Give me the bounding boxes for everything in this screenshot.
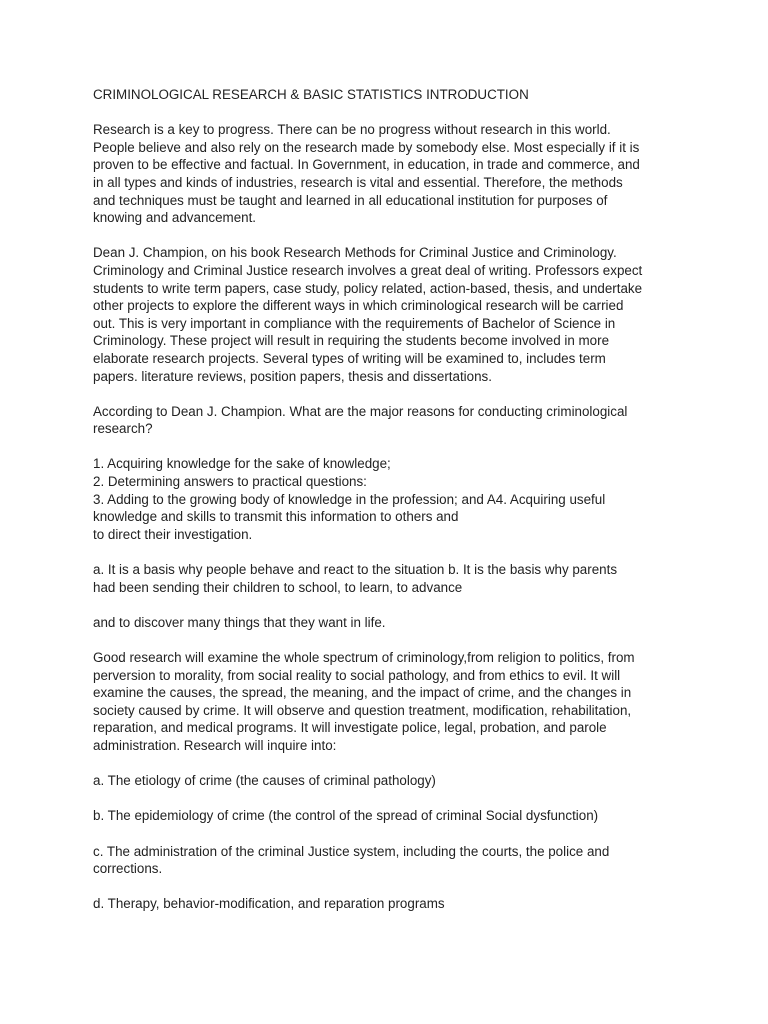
text-line: and techniques must be taught and learned in all educational institution for purposes of — [93, 192, 608, 208]
text-line: perversion to morality, from social reality to social pathology, and from ethics to evil. It will — [93, 667, 621, 683]
text-line: Dean J. Champion, on his book Research Methods for Criminal Justice and Criminology. — [93, 245, 617, 261]
list-item: b. The epidemiology of crime (the control of the spread of criminal Social dysfunction) — [93, 808, 599, 824]
text-line: reparation, and medical programs. It will investigate police, legal, probation, and parole — [93, 720, 607, 736]
text-line: had been sending their children to school, to learn, to advance — [93, 579, 463, 595]
text-line: and to discover many things that they want in life. — [93, 614, 386, 630]
text-line: society caused by crime. It will observe and question treatment, modification, rehabilitation, — [93, 702, 632, 718]
list-item: knowledge and skills to transmit this information to others and — [93, 509, 459, 525]
numbered-list-reasons — [93, 455, 688, 543]
text-line: a. It is a basis why people behave and react to the situation b. It is the basis why parents — [93, 562, 618, 578]
paragraph-champion — [93, 244, 688, 385]
text-line: Criminology. These project will result in requiring the students become involved in more — [93, 333, 610, 349]
text-line: research? — [93, 421, 153, 437]
list-item: a. The etiology of crime (the causes of criminal pathology) — [93, 773, 436, 789]
paragraph-intro — [93, 121, 688, 227]
list-item: 3. Adding to the growing body of knowledge in the profession; and A4. Acquiring useful — [93, 491, 606, 507]
text-line: administration. Research will inquire into: — [93, 737, 337, 753]
inquiry-item-b — [93, 807, 688, 825]
text-line: Research is a key to progress. There can be no progress without research in this world. — [93, 122, 611, 138]
inquiry-item-a — [93, 772, 688, 790]
text-line: Good research will examine the whole spectrum of criminology,from religion to politics, from — [93, 650, 635, 665]
text-line: elaborate research projects. Several types of writing will be examined to, includes term — [93, 350, 606, 366]
text-line: proven to be effective and factual. In Government, in education, in trade and commerce, and — [93, 157, 640, 173]
inquiry-item-d — [93, 895, 688, 913]
text-line: Criminology and Criminal Justice research involves a great deal of writing. Professors expect — [93, 262, 643, 278]
document-title: CRIMINOLOGICAL RESEARCH & BASIC STATISTICS INTRODUCTION — [93, 87, 529, 102]
text-line: students to write term papers, case study, policy related, action-based, thesis, and undertake — [93, 280, 643, 296]
paragraph-question — [93, 403, 688, 438]
text-line: knowing and advancement. — [93, 210, 257, 226]
paragraph-basis — [93, 561, 688, 596]
text-line: papers. literature reviews, position papers, thesis and dissertations. — [93, 368, 492, 384]
inquiry-item-c — [93, 843, 688, 878]
text-line: examine the causes, the spread, the meaning, and the impact of crime, and the changes in — [93, 685, 632, 701]
list-item: d. Therapy, behavior-modification, and reparation programs — [93, 896, 445, 912]
text-line: According to Dean J. Champion. What are the major reasons for conducting criminological — [93, 403, 628, 419]
text-line: in all types and kinds of industries, research is vital and essential. Therefore, the methods — [93, 174, 623, 190]
paragraph-discover — [93, 614, 688, 632]
list-item: to direct their investigation. — [93, 526, 253, 542]
text-line: other projects to explore the different ways in which criminological research will be carried — [93, 298, 624, 314]
paragraph-good-research — [93, 649, 688, 755]
list-item: 1. Acquiring knowledge for the sake of knowledge; — [93, 456, 391, 472]
text-line: People believe and also rely on the research made by somebody else. Most especially if it is — [93, 139, 640, 155]
text-line: out. This is very important in compliance with the requirements of Bachelor of Science in — [93, 315, 616, 331]
list-item: c. The administration of the criminal Justice system, including the courts, the police and — [93, 843, 610, 859]
list-item: corrections. — [93, 861, 163, 877]
list-item: 2. Determining answers to practical questions: — [93, 474, 367, 490]
